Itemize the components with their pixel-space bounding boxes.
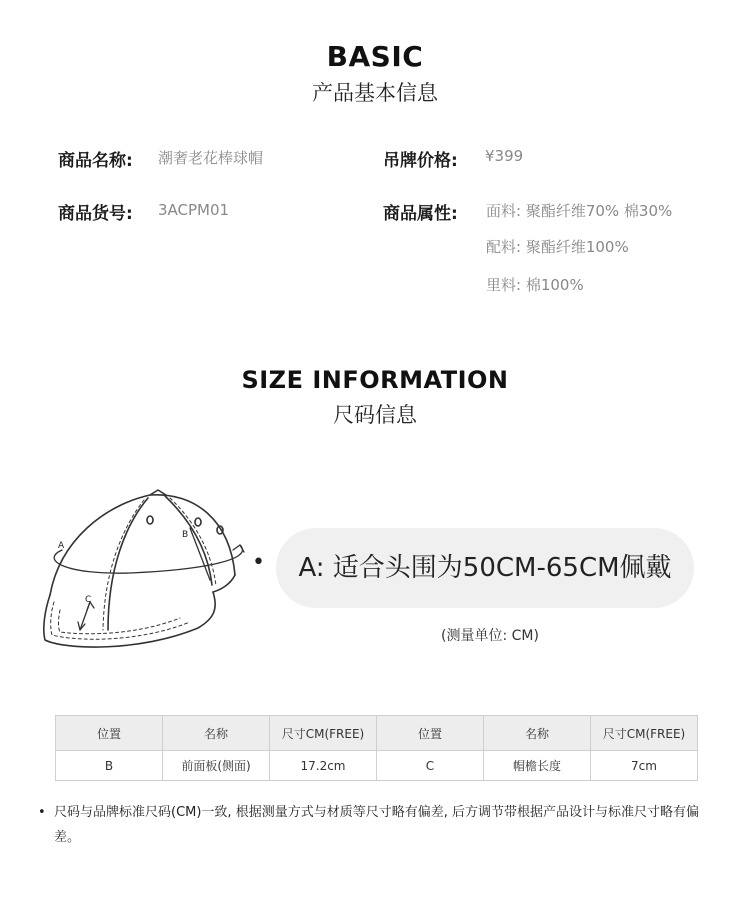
cap-diagram	[30, 480, 260, 660]
unit-note: (测量单位: CM)	[441, 628, 539, 644]
table-cell: 17.2cm	[270, 751, 377, 781]
price-label: 吊牌价格:	[383, 151, 458, 171]
attribute-lining: 里料: 棉100%	[486, 276, 584, 294]
table-header-cell: 位置	[377, 716, 484, 751]
fit-bullet: •	[252, 550, 265, 575]
product-code-label: 商品货号:	[58, 204, 133, 224]
table-header-cell: 名称	[163, 716, 270, 751]
size-title-en: SIZE INFORMATION	[241, 366, 509, 394]
price-value: ¥399	[485, 147, 524, 165]
size-title-cn: 尺码信息	[333, 403, 417, 427]
table-cell: 前面板(侧面)	[163, 751, 270, 781]
product-name-value: 潮奢老花棒球帽	[158, 149, 264, 167]
table-cell: C	[377, 751, 484, 781]
size-table	[55, 715, 698, 781]
diagram-label-a: A	[58, 541, 65, 551]
table-cell: 7cm	[591, 751, 698, 781]
note-bullet: •	[38, 805, 46, 820]
table-cell: 帽檐长度	[484, 751, 591, 781]
table-row	[56, 751, 698, 781]
basic-title-en: BASIC	[326, 40, 424, 73]
table-header-cell: 位置	[56, 716, 163, 751]
product-name-label: 商品名称:	[58, 151, 133, 171]
table-header-cell: 尺寸CM(FREE)	[591, 716, 698, 751]
table-header-row	[56, 716, 698, 751]
diagram-label-b: B	[182, 530, 189, 540]
attributes-label: 商品属性:	[383, 204, 458, 224]
attribute-fabric: 面料: 聚酯纤维70% 棉30%	[486, 202, 673, 220]
size-note	[38, 800, 718, 850]
attribute-trim: 配料: 聚酯纤维100%	[486, 238, 629, 256]
table-header-cell: 尺寸CM(FREE)	[270, 716, 377, 751]
note-text: 尺码与品牌标准尺码(CM)一致, 根据测量方式与材质等尺寸略有偏差, 后方调节带根据产品设计与标准尺寸略有偏差。	[54, 805, 699, 845]
basic-title-cn: 产品基本信息	[312, 81, 438, 105]
fit-text: A: 适合头围为50CM-65CM佩戴	[298, 553, 672, 583]
product-code-value: 3ACPM01	[158, 201, 230, 219]
diagram-label-c: C	[85, 595, 92, 605]
table-header-cell: 名称	[484, 716, 591, 751]
table-cell: B	[56, 751, 163, 781]
